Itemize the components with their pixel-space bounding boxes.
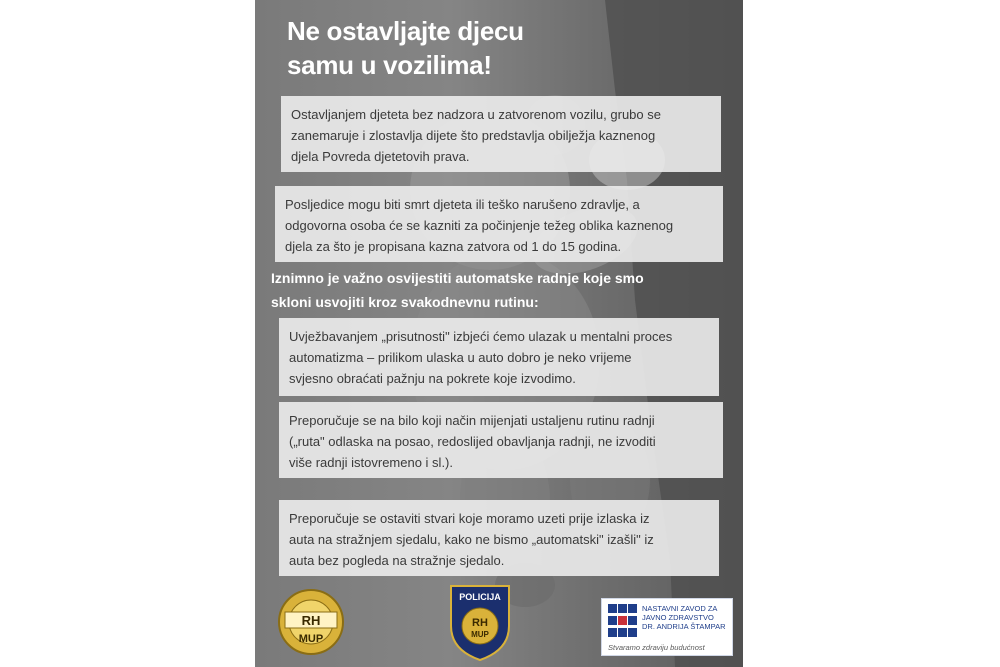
box-line: auta na stražnjem sjedalu, kako ne bismo „automatski" izašli" iz [289,532,654,547]
page-title [287,14,524,82]
heading-line-2: skloni usvojiti kroz svakodnevnu rutinu: [271,294,539,310]
info-box-back-seat [279,500,719,576]
mup-logo [275,586,347,658]
zavod-line: DR. ANDRIJA ŠTAMPAR [642,622,726,631]
zavod-cross-icon [608,604,638,638]
box-line: automatizma – prilikom ulaska u auto dobro je neko vrijeme [289,350,632,365]
title-line-1: Ne ostavljajte djecu [287,16,524,46]
box-line: auta bez pogleda na stražnje sjedalo. [289,553,505,568]
policija-logo-arc: POLICIJA [459,592,501,602]
box-line: svjesno obraćati pažnju na pokrete koje izvodimo. [289,371,576,386]
zavod-line: JAVNO ZDRAVSTVO [642,613,714,622]
zavod-slogan: Stvaramo zdraviju budućnost [608,643,705,652]
zavod-line: NASTAVNI ZAVOD ZA [642,604,718,613]
policija-logo-bottom: MUP [471,630,489,639]
zavod-name [642,604,726,631]
info-box-routine [279,402,723,478]
heading-line-1: Iznimno je važno osvijestiti automatske radnje koje smo [271,270,644,286]
info-box-neglect [281,96,721,172]
box-line: Posljedice mogu biti smrt djeteta ili teško narušeno zdravlje, a [285,197,640,212]
zavod-logo [601,598,733,656]
box-line: („ruta" odlaska na posao, redoslijed obavljanja radnji, ne izvoditi [289,434,656,449]
box-line: Ostavljanjem djeteta bez nadzora u zatvorenom vozilu, grubo se [291,107,661,122]
box-line: Preporučuje se ostaviti stvari koje moramo uzeti prije izlaska iz [289,511,650,526]
info-box-presence [279,318,719,396]
section-heading [271,266,644,314]
box-line: više radnji istovremeno i sl.). [289,455,453,470]
box-line: Preporučuje se na bilo koji način mijenjati ustaljenu rutinu radnji [289,413,655,428]
box-line: Uvježbavanjem „prisutnosti" izbjeći ćemo ulazak u mentalni proces [289,329,673,344]
info-box-consequences [275,186,723,262]
box-line: zanemaruje i zlostavlja dijete što predstavlja obilježja kaznenog [291,128,656,143]
mup-logo-bottom: MUP [298,633,324,645]
box-line: djela Povreda djetetovih prava. [291,149,470,164]
title-line-2: samu u vozilima! [287,50,492,80]
policija-logo [447,580,513,662]
policija-logo-top: RH [472,617,488,629]
poster [255,0,743,667]
box-line: odgovorna osoba će se kazniti za počinjenje težeg oblika kaznenog [285,218,674,233]
mup-logo-top: RH [301,613,321,628]
box-line: djela za što je propisana kazna zatvora od 1 do 15 godina. [285,239,622,254]
